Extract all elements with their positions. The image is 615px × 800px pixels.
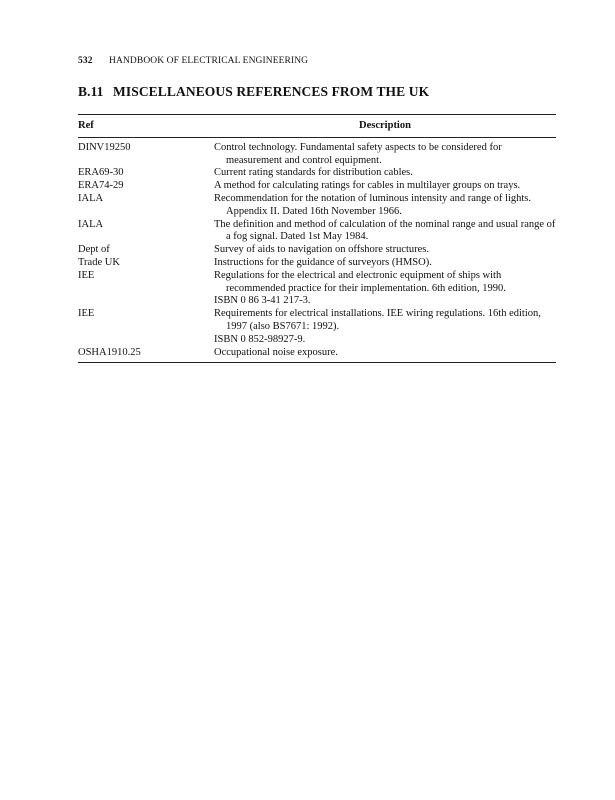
ref-cell: Dept of [78, 244, 110, 256]
table-header-row [78, 115, 556, 138]
ref-cell: IEE [78, 269, 95, 281]
description-cell [214, 308, 556, 346]
description-text: Regulations for the electrical and electronic equipment of ships with recommended practice for their implementation. 6th edition, 1990. [214, 269, 506, 294]
description-cell [214, 347, 556, 363]
table-row [78, 347, 556, 363]
description-cell [214, 244, 556, 257]
running-header [78, 56, 308, 66]
column-header-description: Description [359, 120, 411, 131]
table-row [78, 308, 556, 346]
table-row [78, 180, 556, 193]
ref-cell: DINV19250 [78, 141, 131, 153]
description-cell [214, 167, 556, 180]
isbn-text: ISBN 0 852-98927-9. [214, 333, 306, 345]
section-number: B.11 [78, 84, 104, 99]
description-cell [214, 270, 556, 308]
references-table [78, 114, 556, 363]
page-number: 532 [78, 56, 93, 66]
table-row [78, 244, 556, 257]
description-text: Requirements for electrical installations. IEE wiring regulations. 16th edition, 1997 (also BS7671: 1992). [214, 308, 541, 332]
description-cell [214, 137, 556, 167]
isbn-text: ISBN 0 86 3-41 217-3. [214, 295, 311, 307]
description-cell [214, 219, 556, 245]
ref-cell: IEE [78, 308, 95, 320]
description-text: The definition and method of calculation of the nominal range and usual range of a fog signal. Dated 1st May 1984. [214, 218, 556, 243]
section-title: MISCELLANEOUS REFERENCES FROM THE UK [113, 84, 430, 99]
ref-cell: IALA [78, 218, 104, 230]
description-cell [214, 193, 556, 219]
description-text: Instructions for the guidance of surveyors (HMSO). [214, 256, 432, 268]
ref-cell: Trade UK [78, 256, 120, 268]
running-title: HANDBOOK OF ELECTRICAL ENGINEERING [109, 56, 309, 66]
description-cell [214, 180, 556, 193]
ref-cell: OSHA1910.25 [78, 346, 141, 358]
description-text: Recommendation for the notation of luminous intensity and range of lights. Appendix II. Dated 16th November 1966. [214, 192, 531, 217]
section-heading [78, 84, 429, 100]
ref-cell: ERA69-30 [78, 167, 124, 179]
ref-cell: IALA [78, 192, 104, 204]
table-row [78, 257, 556, 270]
table-row [78, 270, 556, 308]
ref-cell: ERA74-29 [78, 180, 124, 192]
description-text: Occupational noise exposure. [214, 346, 338, 358]
description-text: Survey of aids to navigation on offshore structures. [214, 244, 430, 256]
description-text: Control technology. Fundamental safety aspects to be considered for measurement and control equipment. [214, 141, 502, 166]
description-text: Current rating standards for distribution cables. [214, 167, 413, 179]
column-header-ref: Ref [78, 120, 94, 131]
table-row [78, 137, 556, 167]
table-row [78, 193, 556, 219]
description-text: A method for calculating ratings for cables in multilayer groups on trays. [214, 180, 521, 192]
table-row [78, 219, 556, 245]
description-cell [214, 257, 556, 270]
table-row [78, 167, 556, 180]
